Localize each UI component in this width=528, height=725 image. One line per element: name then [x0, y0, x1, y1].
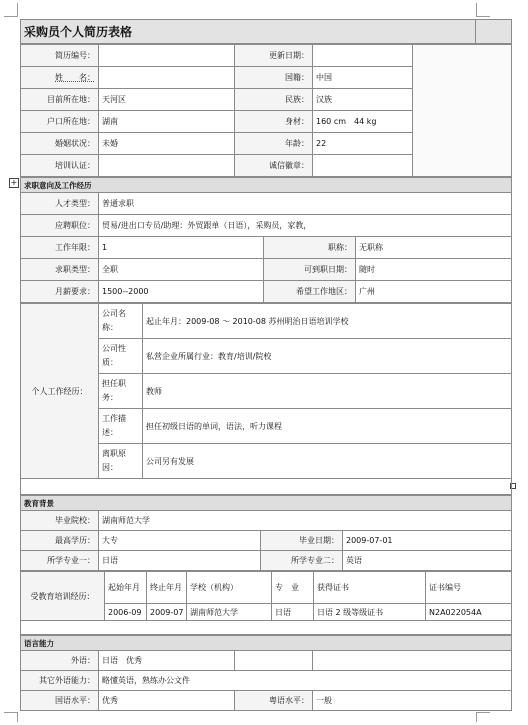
credit-label: 诚信徽章： [235, 155, 313, 177]
degree-field[interactable]: 大专 [99, 531, 261, 551]
degree-label: 最高学历： [21, 531, 99, 551]
grad-label: 毕业日期： [261, 531, 343, 551]
row-cert-no-cell[interactable]: N2A022054A [426, 604, 512, 621]
major1-field[interactable]: 日语 [99, 551, 261, 571]
credit-field[interactable] [313, 155, 413, 177]
foreign-extra-cell[interactable] [235, 651, 313, 671]
col-start-header: 起始年月 [105, 572, 147, 604]
foreign-label: 外语： [21, 651, 99, 671]
major1-label: 所学专业一： [21, 551, 99, 571]
exp-label: 个人工作经历： [21, 304, 99, 479]
leave-field[interactable]: 公司另有发展 [143, 444, 512, 479]
crop-mark [476, 712, 490, 713]
position-label: 应聘职位： [21, 215, 99, 237]
resume-no-label: 简历编号： [21, 45, 99, 67]
resume-table [20, 19, 511, 711]
job-type-field[interactable]: 全职 [99, 259, 264, 281]
available-field[interactable]: 随时 [356, 259, 512, 281]
desc-label: 工作描述： [99, 409, 143, 444]
company-label: 公司名称： [99, 304, 143, 339]
height-field[interactable]: 160 cm 44 kg [313, 111, 413, 133]
duty-label: 担任职务： [99, 374, 143, 409]
crop-mark [476, 3, 477, 17]
nature-field[interactable]: 私营企业所属行业：教育/培训/院校 [143, 339, 512, 374]
location-label: 目前所在地： [21, 89, 99, 111]
crop-mark [17, 712, 18, 722]
job-section-heading: 求职意向及工作经历 [21, 178, 512, 193]
cantonese-field[interactable]: 一般 [313, 691, 512, 711]
major2-field[interactable]: 英语 [343, 551, 512, 571]
row-school-cell[interactable]: 湖南师范大学 [187, 604, 272, 621]
leave-label: 离职原因： [99, 444, 143, 479]
salary-field[interactable]: 1500--2000 [99, 281, 264, 303]
age-field[interactable]: 22 [313, 133, 413, 155]
hukou-field[interactable]: 湖南 [99, 111, 235, 133]
cert-label: 培训认证： [21, 155, 99, 177]
height-label: 身材： [235, 111, 313, 133]
page-title: 采购员个人简历表格 [21, 20, 476, 44]
marital-field[interactable]: 未婚 [99, 133, 235, 155]
talent-field[interactable]: 普通求职 [99, 193, 512, 215]
area-label: 希望工作地区： [264, 281, 356, 303]
duty-field[interactable]: 教师 [143, 374, 512, 409]
nature-label: 公司性质： [99, 339, 143, 374]
updated-field[interactable] [313, 45, 413, 67]
other-lang-label: 其它外语能力： [21, 671, 99, 691]
school-label: 毕业院校： [21, 511, 99, 531]
foreign-extra-cell-2[interactable] [313, 651, 512, 671]
col-major-header: 专 业 [272, 572, 314, 604]
name-field[interactable] [99, 67, 235, 89]
row-major-cell[interactable]: 日语 [272, 604, 314, 621]
mandarin-field[interactable]: 优秀 [99, 691, 235, 711]
area-field[interactable]: 广州 [356, 281, 512, 303]
ethnicity-label: 民族： [235, 89, 313, 111]
col-school-header: 学校（机构） [187, 572, 272, 604]
row-cert-cell[interactable]: 日语 2 级等级证书 [314, 604, 426, 621]
nationality-label: 国籍： [235, 67, 313, 89]
crop-mark [476, 16, 490, 17]
lang-section-heading: 语言能力 [21, 636, 512, 651]
crop-mark [4, 712, 18, 713]
name-label: 姓 名： [21, 67, 99, 89]
job-title-field[interactable]: 无职称 [356, 237, 512, 259]
years-label: 工作年限： [21, 237, 99, 259]
cantonese-label: 粤语水平： [235, 691, 313, 711]
photo-cell[interactable] [413, 45, 512, 177]
age-label: 年龄： [235, 133, 313, 155]
years-field[interactable]: 1 [99, 237, 264, 259]
location-field[interactable]: 天河区 [99, 89, 235, 111]
col-cert-header: 获得证书 [314, 572, 426, 604]
training-label: 受教育培训经历： [21, 572, 105, 621]
marital-label: 婚姻状况： [21, 133, 99, 155]
table-move-handle-icon[interactable]: + [10, 178, 18, 187]
salary-label: 月薪要求： [21, 281, 99, 303]
mandarin-label: 国语水平： [21, 691, 99, 711]
row-start-cell[interactable]: 2006-09 [105, 604, 147, 621]
ethnicity-field[interactable]: 汉族 [313, 89, 413, 111]
company-field[interactable]: 起止年月：2009-08 ～ 2010-08 苏州明治日语培训学校 [143, 304, 512, 339]
foreign-field[interactable]: 日语 优秀 [99, 651, 235, 671]
available-label: 可到职日期： [264, 259, 356, 281]
cert-field[interactable] [99, 155, 235, 177]
desc-field[interactable]: 担任初级日语的单词，语法，听力课程 [143, 409, 512, 444]
school-field[interactable]: 湖南师范大学 [99, 511, 512, 531]
updated-label: 更新日期： [235, 45, 313, 67]
nationality-field[interactable]: 中国 [313, 67, 413, 89]
talent-label: 人才类型： [21, 193, 99, 215]
other-lang-field[interactable]: 略懂英语，熟练办公文件 [99, 671, 512, 691]
position-field[interactable]: 贸易/进出口专员/助理：外贸跟单（日语），采购员，家教， [99, 215, 512, 237]
job-type-label: 求职类型： [21, 259, 99, 281]
crop-mark [17, 3, 18, 17]
edu-section-heading: 教育背景 [21, 496, 512, 511]
crop-mark [476, 712, 477, 722]
col-cert-no-header: 证书编号 [426, 572, 512, 604]
hukou-label: 户口所在地： [21, 111, 99, 133]
crop-mark [4, 16, 18, 17]
job-title-label: 职称： [264, 237, 356, 259]
grad-field[interactable]: 2009-07-01 [343, 531, 512, 551]
resume-no-field[interactable] [99, 45, 235, 67]
row-end-cell[interactable]: 2009-07 [147, 604, 187, 621]
major2-label: 所学专业二： [261, 551, 343, 571]
col-end-header: 终止年月 [147, 572, 187, 604]
